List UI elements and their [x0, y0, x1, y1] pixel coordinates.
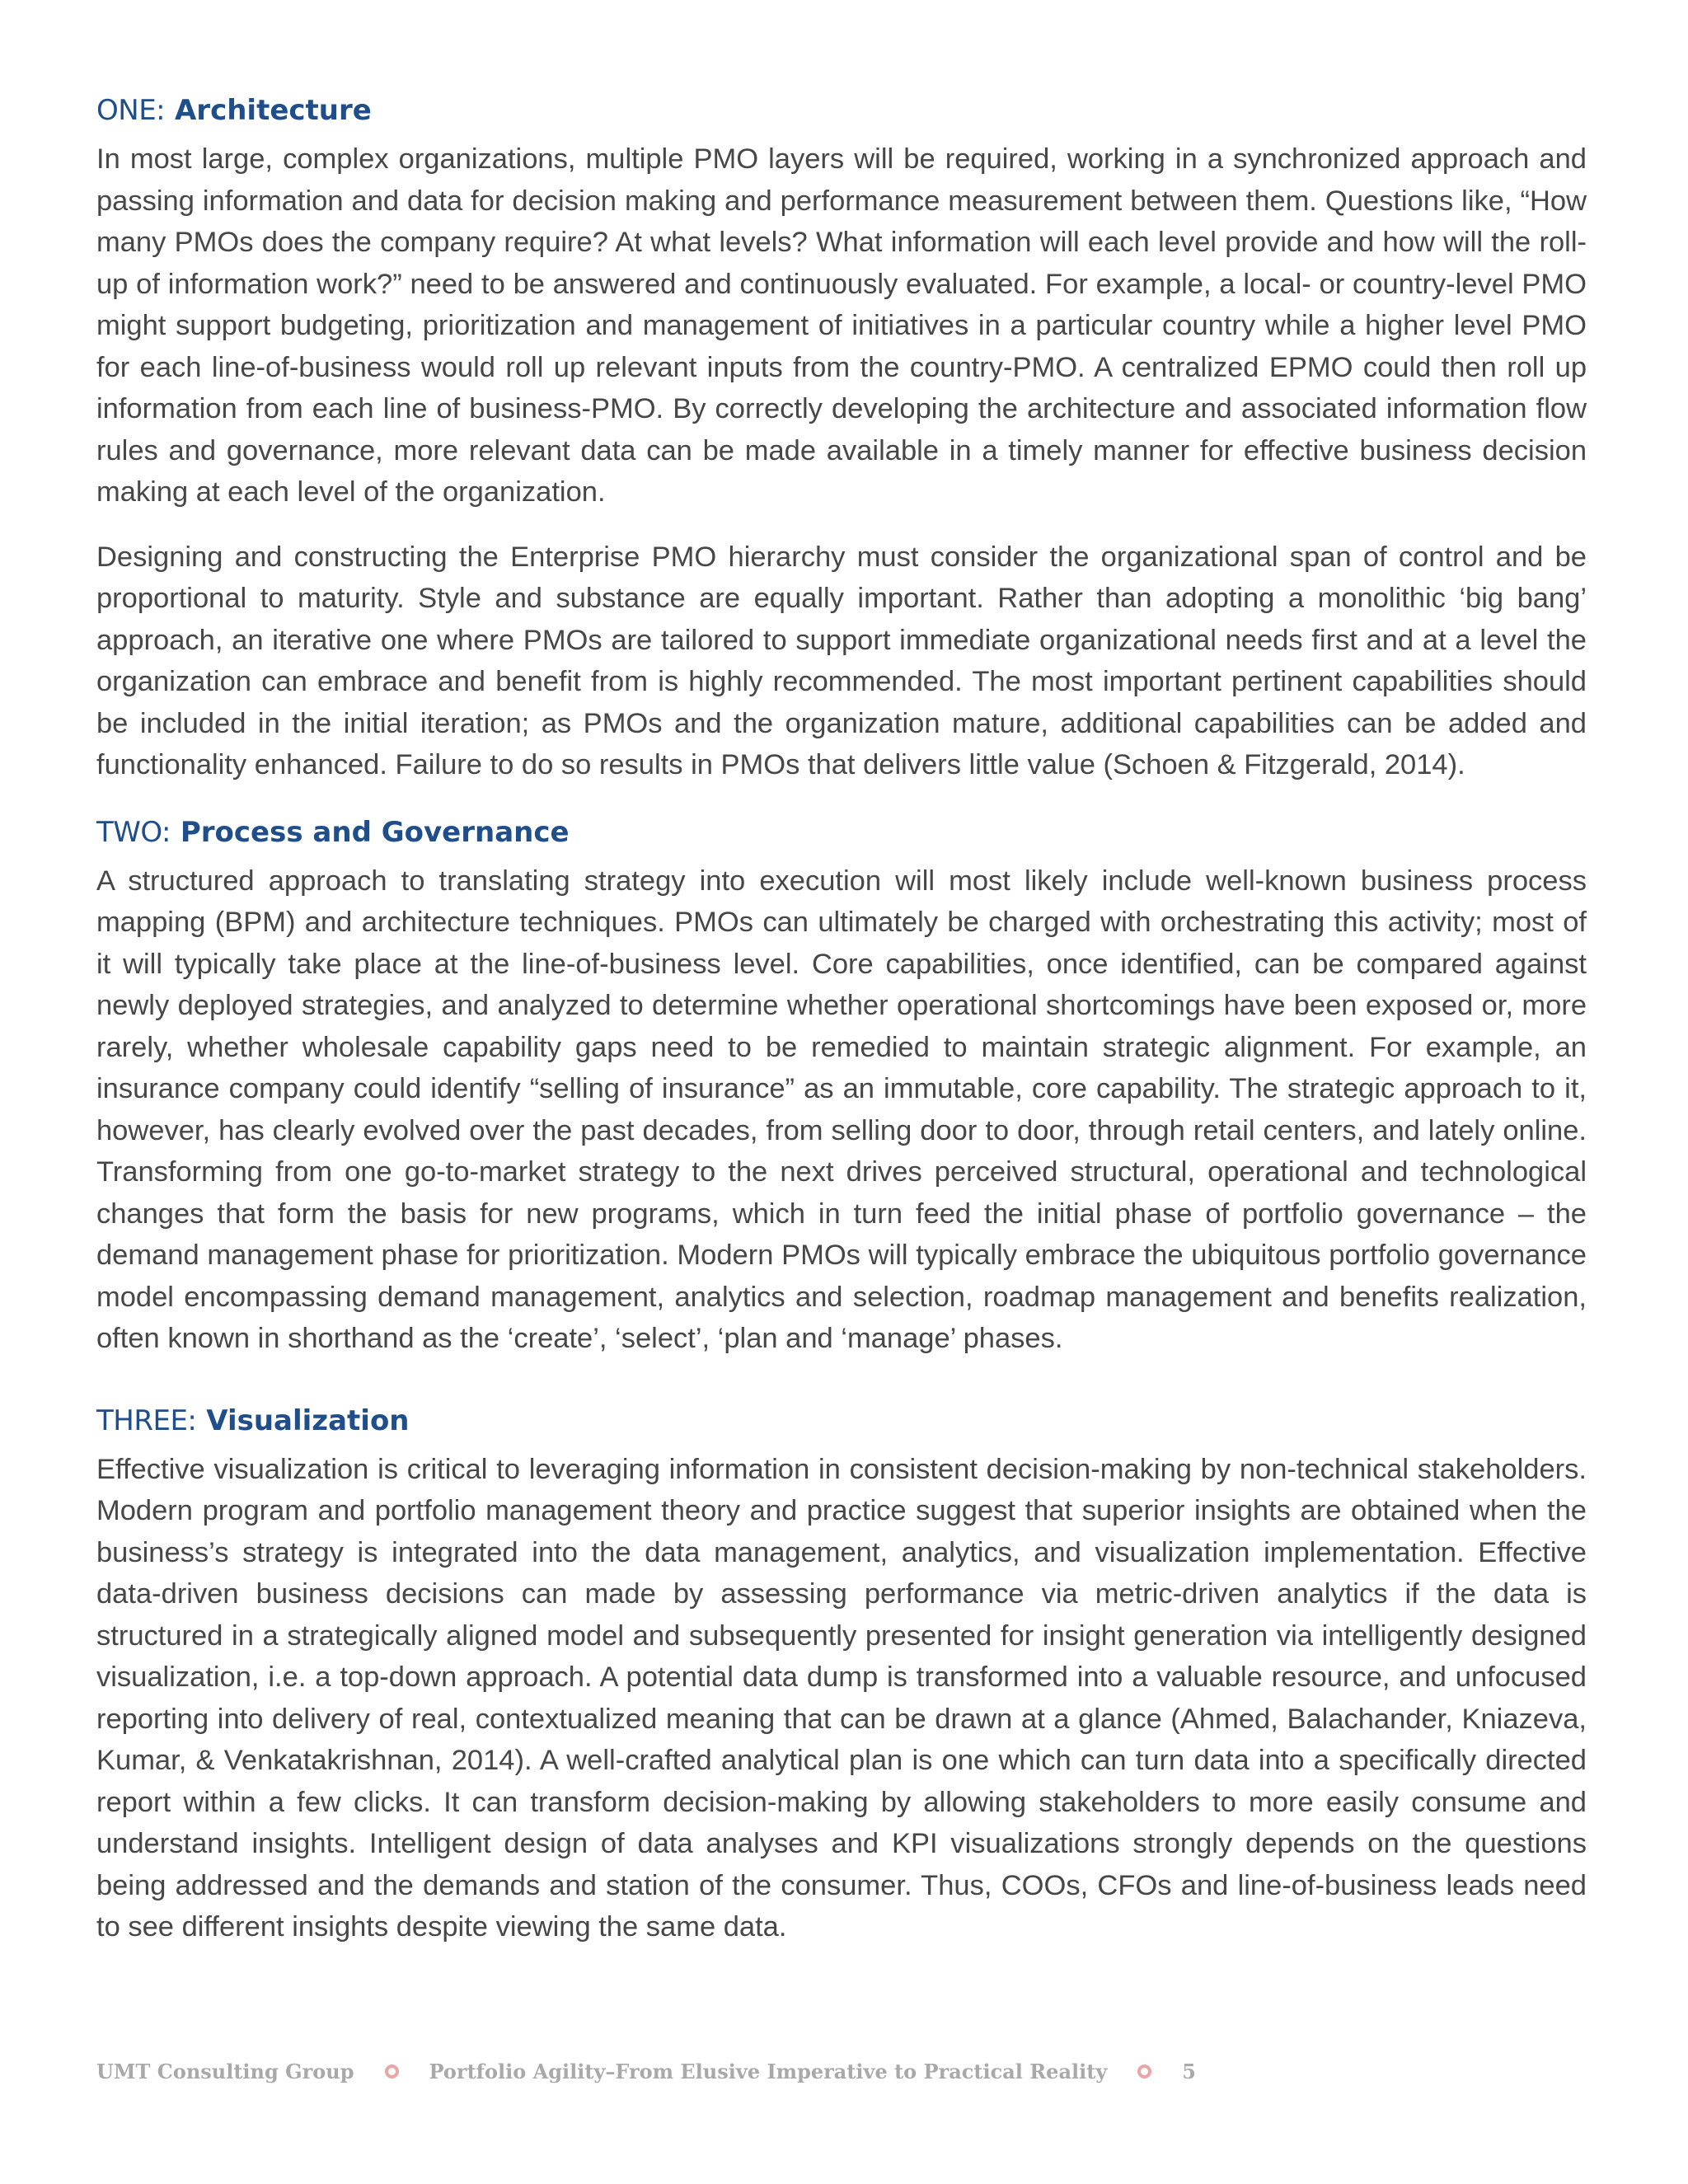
footer-organization: UMT Consulting Group	[96, 2060, 354, 2083]
paragraph: Effective visualization is critical to leveraging information in consistent decision-making by non-technical stakeholders. Modern program and portfolio management theory and practice suggest that superior insights are obtained when the business’s strategy is integrated into the data management, analytics, and visualization implementation. Effective data-driven business decisions can made by assessing performance via metric-driven analytics if the data is structured in a strategically aligned model and subsequently presented for insight generation via intelligently designed visualization, i.e. a top-down approach. A potential data dump is transformed into a valuable resource, and unfocused reporting into delivery of real, contextualized meaning that can be drawn at a glance (Ahmed, Balachander, Kniazeva, Kumar, & Venkatakrishnan, 2014). A well-crafted analytical plan is one which can turn data into a specifically directed report within a few clicks. It can transform decision-making by allowing stakeholders to more easily consume and understand insights. Intelligent design of data analyses and KPI visualizations strongly depends on the questions being addressed and the demands and station of the consumer. Thus, COOs, CFOs and line-of-business leads need to see different insights despite viewing the same data.	[96, 1453, 1587, 1943]
section-heading-visualization	[96, 1403, 1587, 1439]
section-title: Visualization	[206, 1404, 410, 1437]
section-title: Architecture	[174, 94, 372, 127]
section-visualization	[96, 1403, 1587, 1948]
section-number: TWO:	[96, 815, 171, 849]
paragraph: A structured approach to translating strategy into execution will most likely include well-known business process mapping (BPM) and architecture techniques. PMOs can ultimately be charged with orchestrating this activity; most of it will typically take place at the line-of-business level. Core capabilities, once identified, can be compared against newly deployed strategies, and analyzed to determine whether operational shortcomings have been exposed or, more rarely, whether wholesale capability gaps need to be remedied to maintain strategic alignment. For example, an insurance company could identify “selling of insurance” as an immutable, core capability. The strategic approach to it, however, has clearly evolved over the past decades, from selling door to door, through retail centers, and lately online. Transforming from one go-to-market strategy to the next drives perceived structural, operational and technological changes that form the basis for new programs, which in turn feed the initial phase of portfolio governance – the demand management phase for prioritization. Modern PMOs will typically embrace the ubiquitous portfolio governance model encompassing demand management, analytics and selection, roadmap management and benefits realization, often known in shorthand as the ‘create’, ‘select’, ‘plan and ‘manage’ phases.	[96, 865, 1587, 1354]
footer-document-title: Portfolio Agility–From Elusive Imperative to Practical Reality	[429, 2060, 1108, 2083]
paragraph: Designing and constructing the Enterprise PMO hierarchy must consider the organizational span of control and be proportional to maturity. Style and substance are equally important. Rather than adopting a monolithic ‘big bang’ approach, an iterative one where PMOs are tailored to support immediate organizational needs first and at a level the organization can embrace and benefit from is highly recommended. The most important pertinent capabilities should be included in the initial iteration; as PMOs and the organization mature, additional capabilities can be added and functionality enhanced. Failure to do so results in PMOs that delivers little value (Schoen & Fitzgerald, 2014).	[96, 541, 1587, 780]
section-architecture	[96, 92, 1587, 786]
section-process-governance	[96, 814, 1587, 1360]
page-content	[96, 92, 1587, 1948]
section-heading-process-governance	[96, 814, 1587, 851]
section-heading-architecture	[96, 92, 1587, 129]
section-title: Process and Governance	[180, 815, 570, 849]
page-number: 5	[1182, 2060, 1196, 2083]
paragraph: In most large, complex organizations, multiple PMO layers will be required, working in a synchronized approach and passing information and data for decision making and performance measurement between them. Questions like, “How many PMOs does the company require? At what levels? What information will each level provide and how will the roll-up of information work?” need to be answered and continuously evaluated. For example, a local- or country-level PMO might support budgeting, prioritization and management of initiatives in a particular country while a higher level PMO for each line-of-business would roll up relevant inputs from the country-PMO. A centralized EPMO could then roll up information from each line of business-PMO. By correctly developing the architecture and associated information flow rules and governance, more relevant data can be made available in a timely manner for effective business decision making at each level of the organization.	[96, 143, 1587, 508]
page-footer	[96, 2060, 1196, 2083]
section-number: ONE:	[96, 94, 166, 127]
bullet-icon	[385, 2064, 399, 2079]
bullet-icon	[1137, 2064, 1151, 2079]
section-number: THREE:	[96, 1404, 197, 1437]
